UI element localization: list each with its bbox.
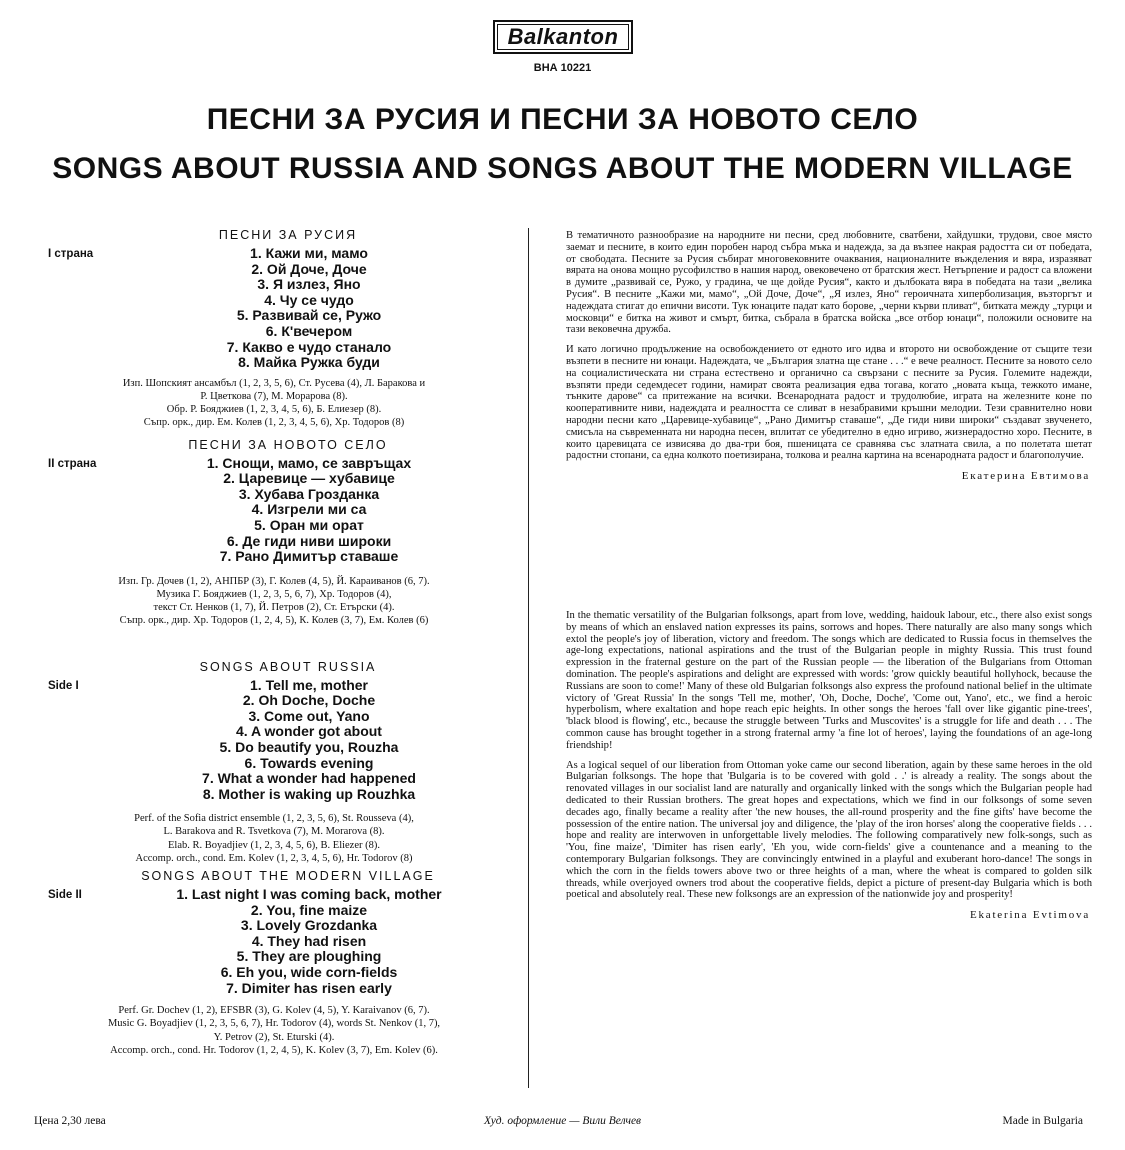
song-item: 5. Оран ми орат [254, 516, 364, 533]
credit-line: L. Barakova and R. Tsvetkova (7), M. Morarova (8). [163, 826, 385, 838]
credit-line: текст Ст. Ненков (1, 7), Й. Петров (2), Ст. Етърски (4). [153, 602, 395, 614]
credit-line: Обр. Р. Бояджиев (1, 2, 3, 4, 5, 6), Б. Елиезер (8). [166, 404, 382, 416]
song-list [0, 456, 528, 565]
song-item: 2. Царевице — хубавице [223, 470, 395, 487]
credit-line: Изп. Гр. Дочев (1, 2), АНПБР (3), Г. Колев (4, 5), Й. Караиванов (6, 7). [118, 575, 430, 587]
credits [0, 575, 528, 628]
title-english: SONGS ABOUT RUSSIA AND SONGS ABOUT THE MODERN VILLAGE [52, 152, 1073, 185]
song-item: 8. Mother is waking up Rouzhka [202, 785, 416, 802]
liner-notes-bulgarian [566, 230, 1092, 482]
credit-line: Р. Цветкова (7), М. Морарова (8). [200, 390, 348, 402]
en-side-2 [0, 867, 528, 1057]
song-item: 3. Come out, Yano [248, 707, 370, 724]
song-item: 3. Я излез, Яно [257, 276, 361, 293]
tracklist-column [0, 226, 528, 1057]
song-item: 5. Do beautify you, Rouzha [219, 738, 399, 755]
bg-side-2 [0, 436, 528, 628]
song-item: 2. Oh Doche, Doche [242, 692, 376, 709]
credit-line: Y. Petrov (2), St. Eturski (4). [213, 1031, 335, 1043]
song-item: 3. Lovely Grozdanka [240, 917, 378, 934]
side-label: Side I [48, 679, 79, 692]
song-item: 6. Де гиди ниви широки [226, 532, 392, 549]
credit-line: Изп. Шопският ансамбъл (1, 2, 3, 5, 6), Ст. Русева (4), Л. Баракова и [122, 377, 426, 389]
song-list [0, 246, 528, 371]
column-divider [528, 228, 529, 1088]
side-label: Side II [48, 889, 82, 902]
song-item: 7. Какво е чудо станало [226, 338, 392, 355]
notes-paragraph: As a logical sequel of our liberation from Ottoman yoke came our second liberation, again by these same heroes in the old Bulgarian folksongs. The hope that 'Bulgaria is to be covered with gold . .' is already a reality. The songs about the renovated villages in our socialist land are naturally and organically linked with the songs which the Bulgarian people had dedicated to their Russian brothers. The great hopes and expectations, which we find in our folksongs of some seven decades ago, finally became a reality after 'the new houses, the all-round prosperity and the fine gifts' have become the possession of the entire nation. The universal joy and diligence, the 'play of the iron horses' along the cooperative fields . . . hope and reality are interwoven in unforgettable lively melodies. The following comparatively new folk-songs, such as 'You, fine maize', 'Dimiter has risen early', 'Eh you, wide corn-fields' give a countenance and a meaning to the contemporary Bulgarian folksongs. They are convincingly entwined in a playful and exuberant horo-dance! The songs in which the corn in the fields towers above two or three heights of a man, where the wheat is compared to golden silk threads, while overjoyed owners trod about the cooperative fields, depict a picture of present-day Bulgaria which is both poetical and absolutely real. These new folksongs are an expression of the nationwide joy and prosperity! [566, 759, 1092, 901]
section-heading: ПЕСНИ ЗА РУСИЯ [218, 228, 358, 242]
credits [0, 812, 528, 865]
song-item: 2. You, fine maize [250, 901, 368, 918]
notes-paragraph: В тематичното разнообразие на народните ни песни, сред любовните, сватбени, хайдушки, трудови, свое място заемат и песните, в които един поробен народ събра мъка и надежда, за да възпее накрая радостта си от победата, от свободата. Песните за Русия събират многовековните очаквания, националните въжделения и вяра, изразяват вярата на онова мощно русофилство в нашия народ, овековечено от братския жест. Нетърпение и радост са вложени в думите „развивай се, Ружо, у градина, че ще дойде Русия“, както и дълбоката вяра в победата на тази „велика Русия“. В песните „Кажи ми, мамо“, „Ой Доче, Доче“, „Я излез, Яно“ героичната хиперболизация, възторгът и надеждата стигат до епични висоти. Тук юнаците падат като борове, „черни кърви пливат“, битката между „турци и московци“ е битка на живот и смърт, битка, събрала в братска войска „все отбор юнаци“, положили основите на тази вековечна дружба. [566, 230, 1092, 336]
credit-line: Музика Г. Бояджиев (1, 2, 3, 5, 6, 7), Хр. Тодоров (4), [156, 588, 392, 600]
made-in-label: Made in Bulgaria [1002, 1115, 1083, 1127]
song-item: 6. К'вечером [265, 322, 353, 339]
liner-notes-english [566, 610, 1092, 921]
song-list [0, 887, 528, 996]
song-item: 1. Кажи ми, мамо [250, 245, 368, 261]
credit-line: Съпр. орк., дир. Хр. Тодоров (1, 2, 4, 5), К. Колев (3, 7), Ем. Колев (6) [119, 615, 429, 627]
side-label: I страна [48, 248, 94, 260]
author-signature: Ekaterina Evtimova [969, 909, 1090, 922]
song-list [0, 678, 528, 803]
credit-line: Elab. R. Boyadjiev (1, 2, 3, 4, 5, 6), B. Eliezer (8). [168, 839, 380, 851]
song-item: 7. Dimiter has risen early [226, 979, 392, 996]
logo-text: Balkanton [507, 24, 619, 49]
song-item: 1. Tell me, mother [250, 676, 368, 693]
credit-line: Music G. Boyadjiev (1, 2, 3, 5, 6, 7), Hr. Todorov (4), words St. Nenkov (1, 7), [107, 1018, 441, 1030]
song-item: 4. Чу се чудо [264, 291, 354, 308]
price: Цена 2,30 лева [34, 1115, 106, 1127]
song-item: 2. Ой Доче, Доче [251, 260, 367, 277]
title-bulgarian: ПЕСНИ ЗА РУСИЯ И ПЕСНИ ЗА НОВОТО СЕЛО [206, 103, 919, 136]
section-heading: ПЕСНИ ЗА НОВОТО СЕЛО [188, 437, 388, 452]
credits [0, 1004, 528, 1057]
notes-paragraph: И като логично продължение на освобождението от едното иго идва и второто ни освобождение от същите тези възпети в песните ни юнаци. Надеждата, че „България златна ще стане . . .“ е вече реалност. Песните за новото село на социалистическата ни страна естествено и органично са свързани с песните за Русия. Големите надежди, възпяти преди седемдесет години, намират своята реализация едва тогава, когато „новата къща, тежкото имане, тънките дарове“ са притежание на всички. Всенародната радост и трудолюбие, играта на железните коне по кооперативните ниви, надеждата и реалността се сливат в незабравими кръшни мелодии. Тези сравнително нови народни песни като „Царевице-хубавице“, „Рано Димитър ставаше“, „Де гиди ниви широки“ създават звученето, смисъла на съвременната ни народна песен, вплитат се убедително в едно игриво, жизнерадостно хоро. Песните, в които царевицата се извисява до два-три боя, пшеницата се сравнява със златната свила, а по полетата шетат радостни стопани, са една колкото поетизирана, толкова и реална картина на всенародната радост и благополучие. [566, 344, 1092, 462]
song-item: 5. They are ploughing [236, 948, 382, 965]
art-design-credit: Худ. оформление — Вили Велчев [483, 1115, 642, 1127]
song-item: 4. They had risen [251, 932, 367, 949]
side-label: II страна [48, 457, 97, 470]
song-item: 4. A wonder got about [236, 723, 382, 740]
credit-line: Accomp. orch., cond. Hr. Todorov (1, 2, 4, 5), K. Kolev (3, 7), Em. Kolev (6). [110, 1044, 438, 1056]
song-item: 4. Изгрели ми са [251, 501, 367, 518]
credit-line: Perf. of the Sofia district ensemble (1, 2, 3, 5, 6), St. Rousseva (4), [134, 813, 414, 825]
credits [0, 377, 528, 430]
section-heading: SONGS ABOUT RUSSIA [199, 659, 377, 674]
song-item: 6. Eh you, wide corn-fields [220, 964, 398, 981]
author-signature: Екатерина Евтимова [961, 470, 1090, 483]
song-item: 3. Хубава Грозданка [238, 485, 380, 502]
section-heading: SONGS ABOUT THE MODERN VILLAGE [141, 869, 435, 884]
bg-side-1 [0, 226, 528, 430]
song-item: 7. Рано Димитър ставаше [219, 548, 399, 565]
credit-line: Perf. Gr. Dochev (1, 2), EFSBR (3), G. Kolev (4, 5), Y. Karaivanov (6, 7). [118, 1005, 430, 1017]
balkanton-logo [493, 20, 633, 54]
song-item: 8. Майка Ружка буди [238, 354, 380, 371]
credit-line: Съпр. орк., дир. Ем. Колев (1, 2, 3, 4, 5, 6), Хр. Тодоров (8) [143, 417, 405, 429]
en-side-1 [0, 658, 528, 866]
song-item: 6. Towards evening [244, 754, 374, 771]
song-item: 1. Last night I was coming back, mother [176, 886, 442, 903]
song-item: 1. Снощи, мамо, се завръщах [206, 454, 412, 471]
song-item: 7. What a wonder had happened [202, 770, 416, 787]
notes-paragraph: In the thematic versatility of the Bulgarian folksongs, apart from love, wedding, haidouk labour, etc., there also exist songs by means of which an enslaved nation expresses its pains, sorrows and hopes. There naturally are also many songs which extol the people's joy of liberation, victory and freedom. The songs which are dedicated to Russia focus in themselves the age-long expectations, national aspirations and the trust of the Bulgarian people in mighty Russia. This trust found expression in the fraternal gesture on the part of the Russian people — the liberation of the Bulgarians from Ottoman domination. The people's aspirations and delight are expressed with words: 'grow quickly beautiful hollyhock, because the Russians are soon to come!' Many of these old Bulgarian folksongs also express the profound national belief in the ultimate victory of 'Great Russia' In the songs 'Tell me, mother', 'Oh, Doche, Doche', 'Come out, Yano', etc., we find a heroic hyperbolism, where exaltation and hope reach epic heights. In other songs the heroes 'fall over like gigantic pine-trees', 'black blood is flowing', etc., because the struggle between 'Turks and Muscovites' is a struggle for life and death . . . The common cause has brought together in a strong fraternal army 'a fine lot of heroes', laying the foundations of an age-long friendship! [566, 610, 1092, 751]
credit-line: Accomp. orch., cond. Em. Kolev (1, 2, 3, 4, 5, 6), Hr. Todorov (8) [135, 852, 413, 864]
catalog-number: ВНА 10221 [533, 62, 592, 74]
song-item: 5. Развивай се, Ружо [236, 307, 382, 324]
